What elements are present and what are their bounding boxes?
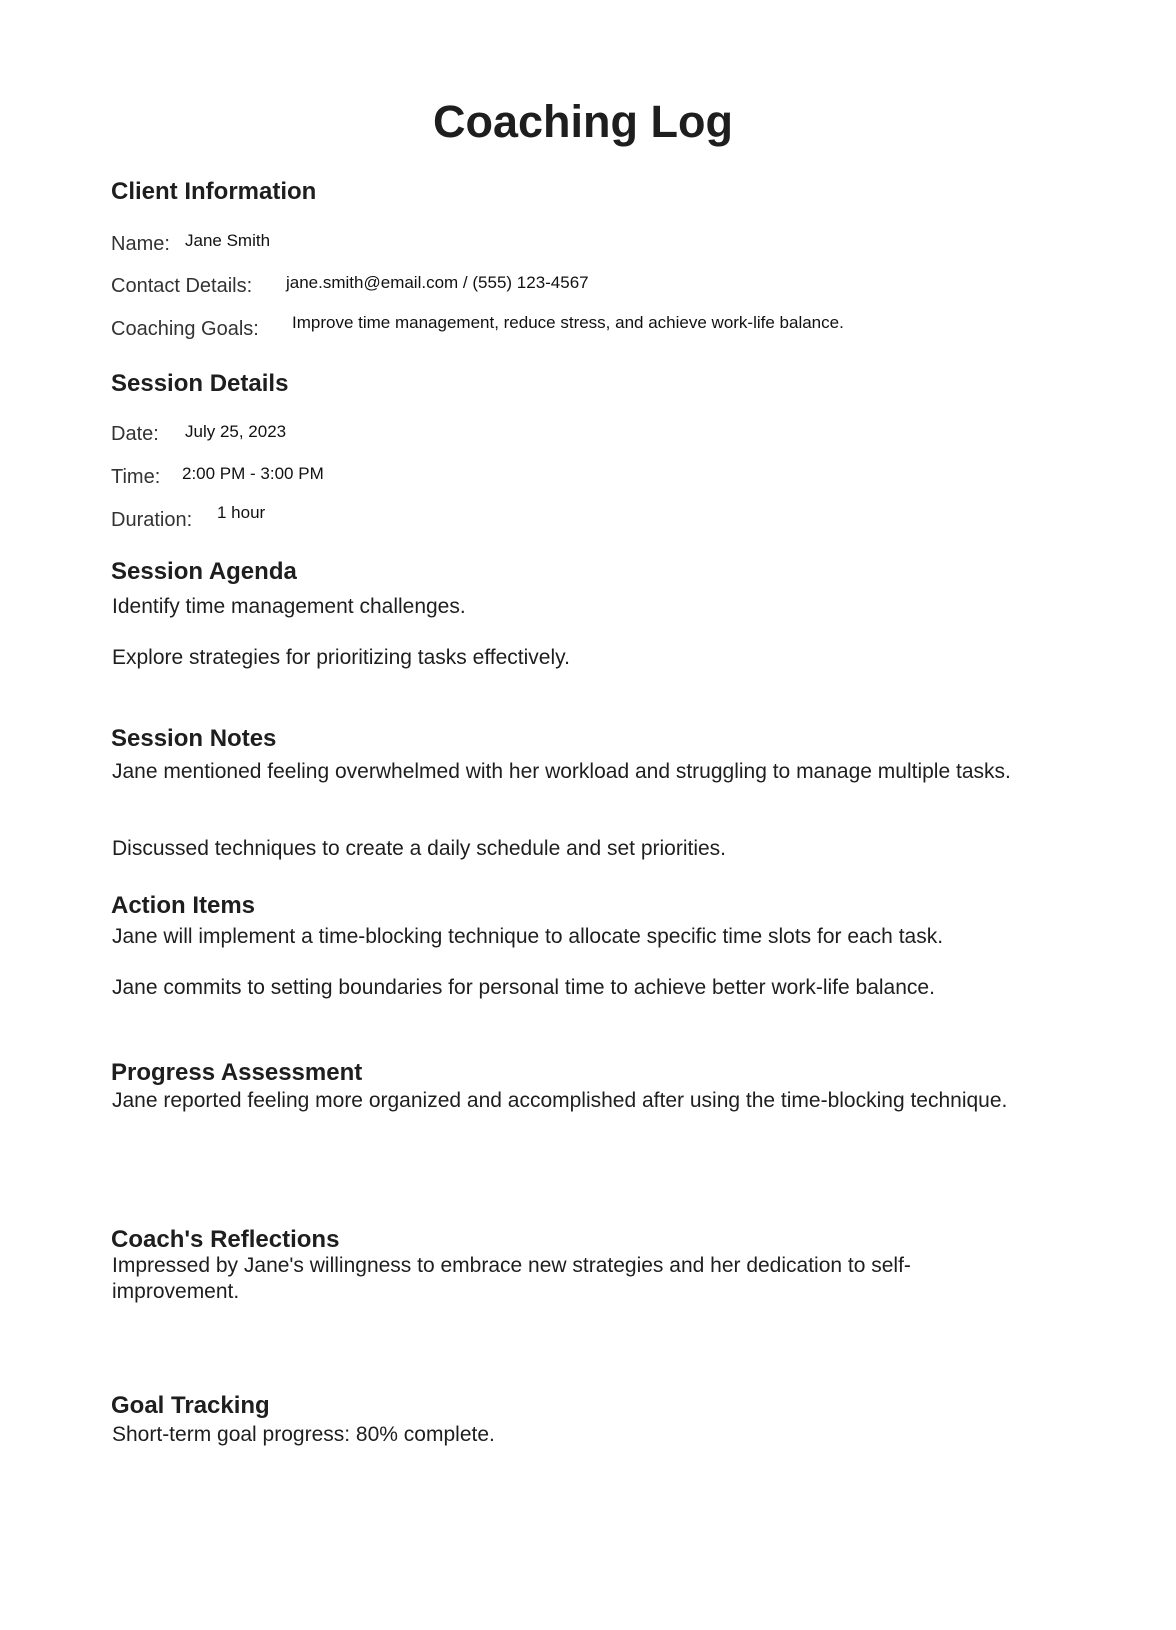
goals-label: Coaching Goals: bbox=[111, 318, 259, 340]
note-item: Discussed techniques to create a daily schedule and set priorities. bbox=[112, 837, 727, 860]
action-item: Jane commits to setting boundaries for personal time to achieve better work-life balance. bbox=[112, 976, 935, 999]
progress-assessment-heading: Progress Assessment bbox=[111, 1059, 363, 1086]
progress-assessment-text: Jane reported feeling more organized and accomplished after using the time-blocking technique. bbox=[112, 1089, 1008, 1112]
note-item: Jane mentioned feeling overwhelmed with her workload and struggling to manage multiple tasks. bbox=[112, 760, 1011, 783]
time-label: Time: bbox=[111, 466, 161, 488]
action-items-heading: Action Items bbox=[111, 892, 256, 919]
coaching-goals: Improve time management, reduce stress, and achieve work-life balance. bbox=[292, 313, 844, 332]
session-notes-heading: Session Notes bbox=[111, 725, 277, 752]
goal-tracking-heading: Goal Tracking bbox=[111, 1392, 270, 1419]
page-title: Coaching Log bbox=[433, 96, 733, 147]
action-item: Jane will implement a time-blocking technique to allocate specific time slots for each task. bbox=[112, 925, 944, 948]
session-duration: 1 hour bbox=[217, 503, 266, 522]
coach-reflections-heading: Coach's Reflections bbox=[111, 1226, 340, 1253]
session-time: 2:00 PM - 3:00 PM bbox=[182, 464, 324, 483]
client-name: Jane Smith bbox=[185, 231, 271, 250]
duration-label: Duration: bbox=[111, 509, 193, 531]
goal-tracking-text: Short-term goal progress: 80% complete. bbox=[112, 1423, 495, 1446]
name-label: Name: bbox=[111, 233, 170, 255]
agenda-item: Explore strategies for prioritizing tasks effectively. bbox=[112, 646, 570, 669]
contact-label: Contact Details: bbox=[111, 275, 253, 297]
session-agenda-heading: Session Agenda bbox=[111, 558, 297, 585]
client-contact: jane.smith@email.com / (555) 123-4567 bbox=[286, 273, 589, 292]
client-information-heading: Client Information bbox=[111, 178, 317, 205]
session-details-heading: Session Details bbox=[111, 370, 289, 397]
date-label: Date: bbox=[111, 423, 159, 445]
agenda-item: Identify time management challenges. bbox=[112, 595, 466, 618]
session-date: July 25, 2023 bbox=[185, 422, 287, 441]
coach-reflections-text: Impressed by Jane's willingness to embrace new strategies and her dedication to self-improvement. bbox=[112, 1254, 911, 1303]
